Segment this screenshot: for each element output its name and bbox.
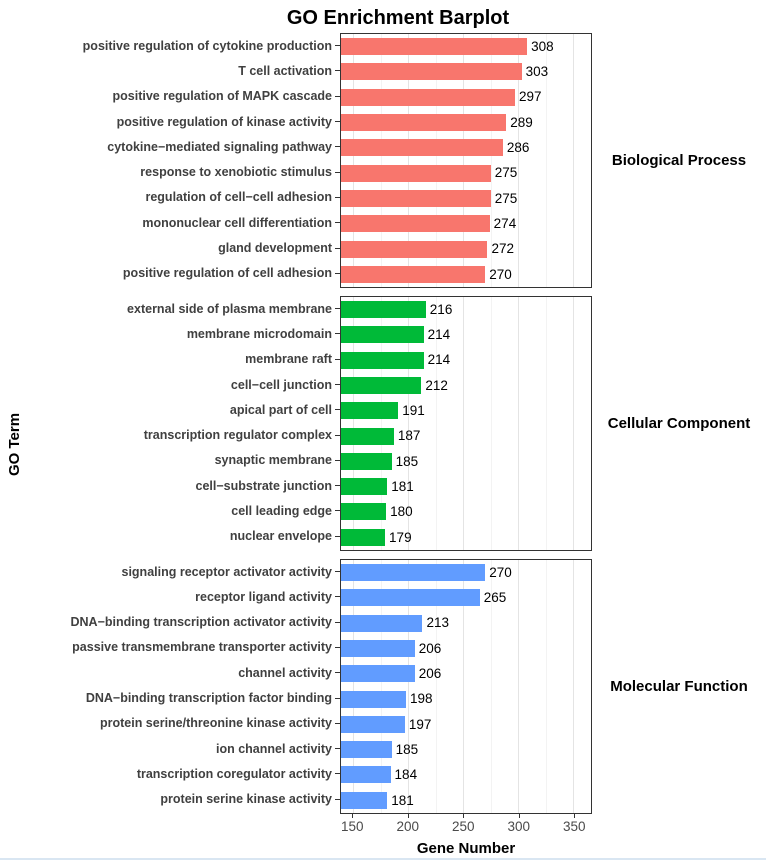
chart-body	[0, 33, 766, 857]
bar-row	[341, 236, 591, 261]
term-row	[30, 134, 340, 159]
bar-row	[341, 611, 591, 636]
chart-title: GO Enrichment Barplot	[286, 7, 510, 29]
bar-row	[341, 661, 591, 686]
bar-value: 185	[395, 741, 419, 757]
term-row	[30, 210, 340, 235]
bar-value: 213	[426, 615, 450, 631]
term-label: external side of plasma membrane	[127, 301, 332, 316]
bar-row	[341, 762, 591, 787]
bar-row	[341, 34, 591, 59]
bar-t-cell-activation	[341, 63, 522, 80]
bar-value: 275	[494, 190, 518, 206]
term-row	[30, 498, 340, 523]
bar-gland-development	[341, 241, 487, 258]
bar-apical-part-of-cell	[341, 402, 398, 419]
bar-transcription-regulator-complex	[341, 428, 394, 445]
term-label: apical part of cell	[229, 402, 332, 417]
bar-row	[341, 186, 591, 211]
bar-value: 206	[418, 640, 442, 656]
bar-value: 272	[491, 241, 514, 257]
x-axis-tick	[519, 814, 520, 818]
bar-value: 198	[409, 691, 433, 707]
bar-value: 303	[525, 64, 549, 80]
term-label: signaling receptor activator activity	[121, 564, 332, 579]
bar-row	[341, 398, 591, 423]
term-row	[30, 610, 340, 635]
term-label: cytokine−mediated signaling pathway	[107, 139, 332, 154]
term-row	[30, 685, 340, 710]
bar-value: 216	[429, 301, 453, 317]
x-axis-tick-label: 150	[340, 818, 364, 834]
bar-value: 275	[494, 165, 518, 181]
term-row	[30, 58, 340, 83]
term-row	[30, 185, 340, 210]
bar-value: 286	[506, 140, 530, 156]
bar-positive-regulation-of-kinase-activity	[341, 114, 506, 131]
term-row	[30, 524, 340, 549]
term-label: passive transmembrane transporter activity	[72, 640, 332, 655]
bar-value: 274	[493, 215, 517, 231]
bar-value: 265	[483, 590, 507, 606]
term-label: membrane microdomain	[186, 326, 332, 341]
bar-cell-substrate-junction	[341, 478, 387, 495]
bar-row	[341, 449, 591, 474]
bar-row	[341, 135, 591, 160]
bar-row	[341, 499, 591, 524]
term-row	[30, 372, 340, 397]
bar-passive-transmembrane-transporter-activity	[341, 640, 415, 657]
bar-regulation-of-cell-cell-adhesion	[341, 190, 491, 207]
bar-value: 197	[408, 716, 432, 732]
bar-protein-serine-kinase-activity	[341, 792, 387, 809]
bar-value: 270	[489, 564, 512, 580]
bar-row	[341, 85, 591, 110]
term-label: transcription regulator complex	[143, 428, 332, 443]
bar-dna-binding-transcription-factor-binding	[341, 691, 406, 708]
bar-receptor-ligand-activity	[341, 589, 480, 606]
bottom-divider	[0, 858, 766, 860]
bar-transcription-coregulator-activity	[341, 766, 391, 783]
x-axis-title: Gene Number	[416, 839, 516, 857]
term-row	[30, 296, 340, 321]
term-labels-biological-process	[30, 33, 340, 288]
term-labels-cellular-component	[30, 296, 340, 551]
bar-value: 181	[391, 792, 414, 808]
bar-row	[341, 788, 591, 813]
bar-external-side-of-plasma-membrane	[341, 301, 426, 318]
term-row	[30, 235, 340, 260]
bar-row	[341, 211, 591, 236]
term-row	[30, 159, 340, 184]
term-row	[30, 787, 340, 812]
term-label: protein serine/threonine kinase activity	[99, 716, 332, 731]
facets-container	[30, 33, 766, 814]
bar-value: 206	[418, 666, 442, 682]
bar-row	[341, 560, 591, 585]
x-axis-tick-label: 300	[507, 818, 530, 834]
term-label: ion channel activity	[215, 741, 332, 756]
bar-nuclear-envelope	[341, 529, 385, 546]
term-labels-molecular-function	[30, 559, 340, 814]
bar-row	[341, 737, 591, 762]
bar-row	[341, 474, 591, 499]
facet-strip-label-cellular-component: Cellular Component	[607, 414, 751, 432]
term-label: positive regulation of cytokine production	[82, 38, 332, 53]
bar-row	[341, 262, 591, 287]
bar-response-to-xenobiotic-stimulus	[341, 165, 491, 182]
term-label: positive regulation of kinase activity	[116, 114, 332, 129]
bar-protein-serine-threonine-kinase-activity	[341, 716, 405, 733]
facet-biological-process	[30, 33, 766, 288]
bar-row	[341, 423, 591, 448]
term-row	[30, 84, 340, 109]
bar-ion-channel-activity	[341, 741, 392, 758]
term-label: cell leading edge	[231, 503, 332, 518]
bar-row	[341, 59, 591, 84]
term-label: membrane raft	[245, 352, 332, 367]
x-axis-tick	[574, 814, 575, 818]
bar-membrane-microdomain	[341, 326, 424, 343]
term-label: gland development	[218, 241, 332, 256]
bar-row	[341, 585, 591, 610]
x-axis	[340, 814, 592, 838]
x-axis-tick-label: 250	[451, 818, 475, 834]
bar-row	[341, 686, 591, 711]
panel-biological-process	[340, 33, 592, 288]
bar-value: 191	[402, 403, 425, 419]
bar-value: 214	[427, 327, 451, 343]
bar-row	[341, 525, 591, 550]
bar-row	[341, 110, 591, 135]
bar-cell-leading-edge	[341, 503, 386, 520]
term-row	[30, 448, 340, 473]
y-axis-title-column	[0, 33, 30, 857]
bar-value: 270	[489, 266, 512, 282]
term-row	[30, 559, 340, 584]
facet-strip-label-molecular-function: Molecular Function	[610, 677, 748, 695]
bar-value: 308	[531, 38, 554, 54]
bar-value: 184	[394, 767, 418, 783]
y-axis-title: GO Term	[6, 413, 24, 477]
x-axis-tick-label: 350	[562, 818, 586, 834]
term-label: receptor ligand activity	[195, 589, 332, 604]
bar-row	[341, 636, 591, 661]
term-row	[30, 321, 340, 346]
x-axis-tick	[463, 814, 464, 818]
bar-signaling-receptor-activator-activity	[341, 564, 485, 581]
term-row	[30, 660, 340, 685]
bar-value: 185	[395, 453, 419, 469]
facet-cellular-component	[30, 296, 766, 551]
term-row	[30, 736, 340, 761]
strip-column	[592, 296, 766, 551]
term-row	[30, 33, 340, 58]
term-label: protein serine kinase activity	[160, 792, 332, 807]
term-label: T cell activation	[238, 63, 332, 78]
term-row	[30, 473, 340, 498]
term-row	[30, 109, 340, 134]
strip-column	[592, 33, 766, 288]
term-row	[30, 761, 340, 786]
bar-value: 297	[519, 89, 542, 105]
panel-cellular-component	[340, 296, 592, 551]
bar-row	[341, 160, 591, 185]
x-axis-tick	[408, 814, 409, 818]
term-label: cell−substrate junction	[195, 478, 332, 493]
strip-column	[592, 559, 766, 814]
chart-main	[30, 33, 766, 857]
term-label: positive regulation of MAPK cascade	[112, 89, 332, 104]
bar-value: 180	[390, 504, 413, 520]
panel-molecular-function	[340, 559, 592, 814]
bar-mononuclear-cell-differentiation	[341, 215, 490, 232]
bar-value: 181	[391, 478, 414, 494]
term-label: positive regulation of cell adhesion	[122, 266, 332, 281]
bar-value: 214	[427, 352, 451, 368]
term-label: DNA−binding transcription activator activity	[70, 615, 332, 630]
term-row	[30, 635, 340, 660]
bar-positive-regulation-of-mapk-cascade	[341, 89, 515, 106]
facet-strip-label-biological-process: Biological Process	[611, 151, 747, 169]
bar-channel-activity	[341, 665, 415, 682]
facet-molecular-function	[30, 559, 766, 814]
bar-cytokine-mediated-signaling-pathway	[341, 139, 503, 156]
x-axis-tick-label: 200	[396, 818, 419, 834]
term-label: response to xenobiotic stimulus	[140, 165, 332, 180]
bar-cell-cell-junction	[341, 377, 421, 394]
term-row	[30, 422, 340, 447]
term-row	[30, 711, 340, 736]
x-axis-tick	[352, 814, 353, 818]
bar-row	[341, 348, 591, 373]
term-row	[30, 584, 340, 609]
term-label: DNA−binding transcription factor binding	[85, 691, 332, 706]
bar-value: 289	[510, 114, 533, 130]
term-row	[30, 397, 340, 422]
bar-row	[341, 712, 591, 737]
bar-positive-regulation-of-cytokine-production	[341, 38, 527, 55]
term-label: nuclear envelope	[229, 529, 332, 544]
term-label: channel activity	[238, 665, 332, 680]
bar-membrane-raft	[341, 352, 424, 369]
term-label: mononuclear cell differentiation	[142, 215, 332, 230]
bar-value: 179	[389, 529, 412, 545]
bar-row	[341, 297, 591, 322]
term-label: transcription coregulator activity	[136, 766, 332, 781]
bar-dna-binding-transcription-activator-activity	[341, 615, 422, 632]
term-label: regulation of cell−cell adhesion	[145, 190, 332, 205]
bar-row	[341, 373, 591, 398]
bar-value: 187	[397, 428, 421, 444]
term-label: synaptic membrane	[214, 453, 332, 468]
bar-value: 212	[425, 377, 448, 393]
term-row	[30, 347, 340, 372]
bar-row	[341, 322, 591, 347]
term-label: cell−cell junction	[230, 377, 332, 392]
bar-synaptic-membrane	[341, 453, 392, 470]
bar-positive-regulation-of-cell-adhesion	[341, 266, 485, 283]
term-row	[30, 261, 340, 286]
